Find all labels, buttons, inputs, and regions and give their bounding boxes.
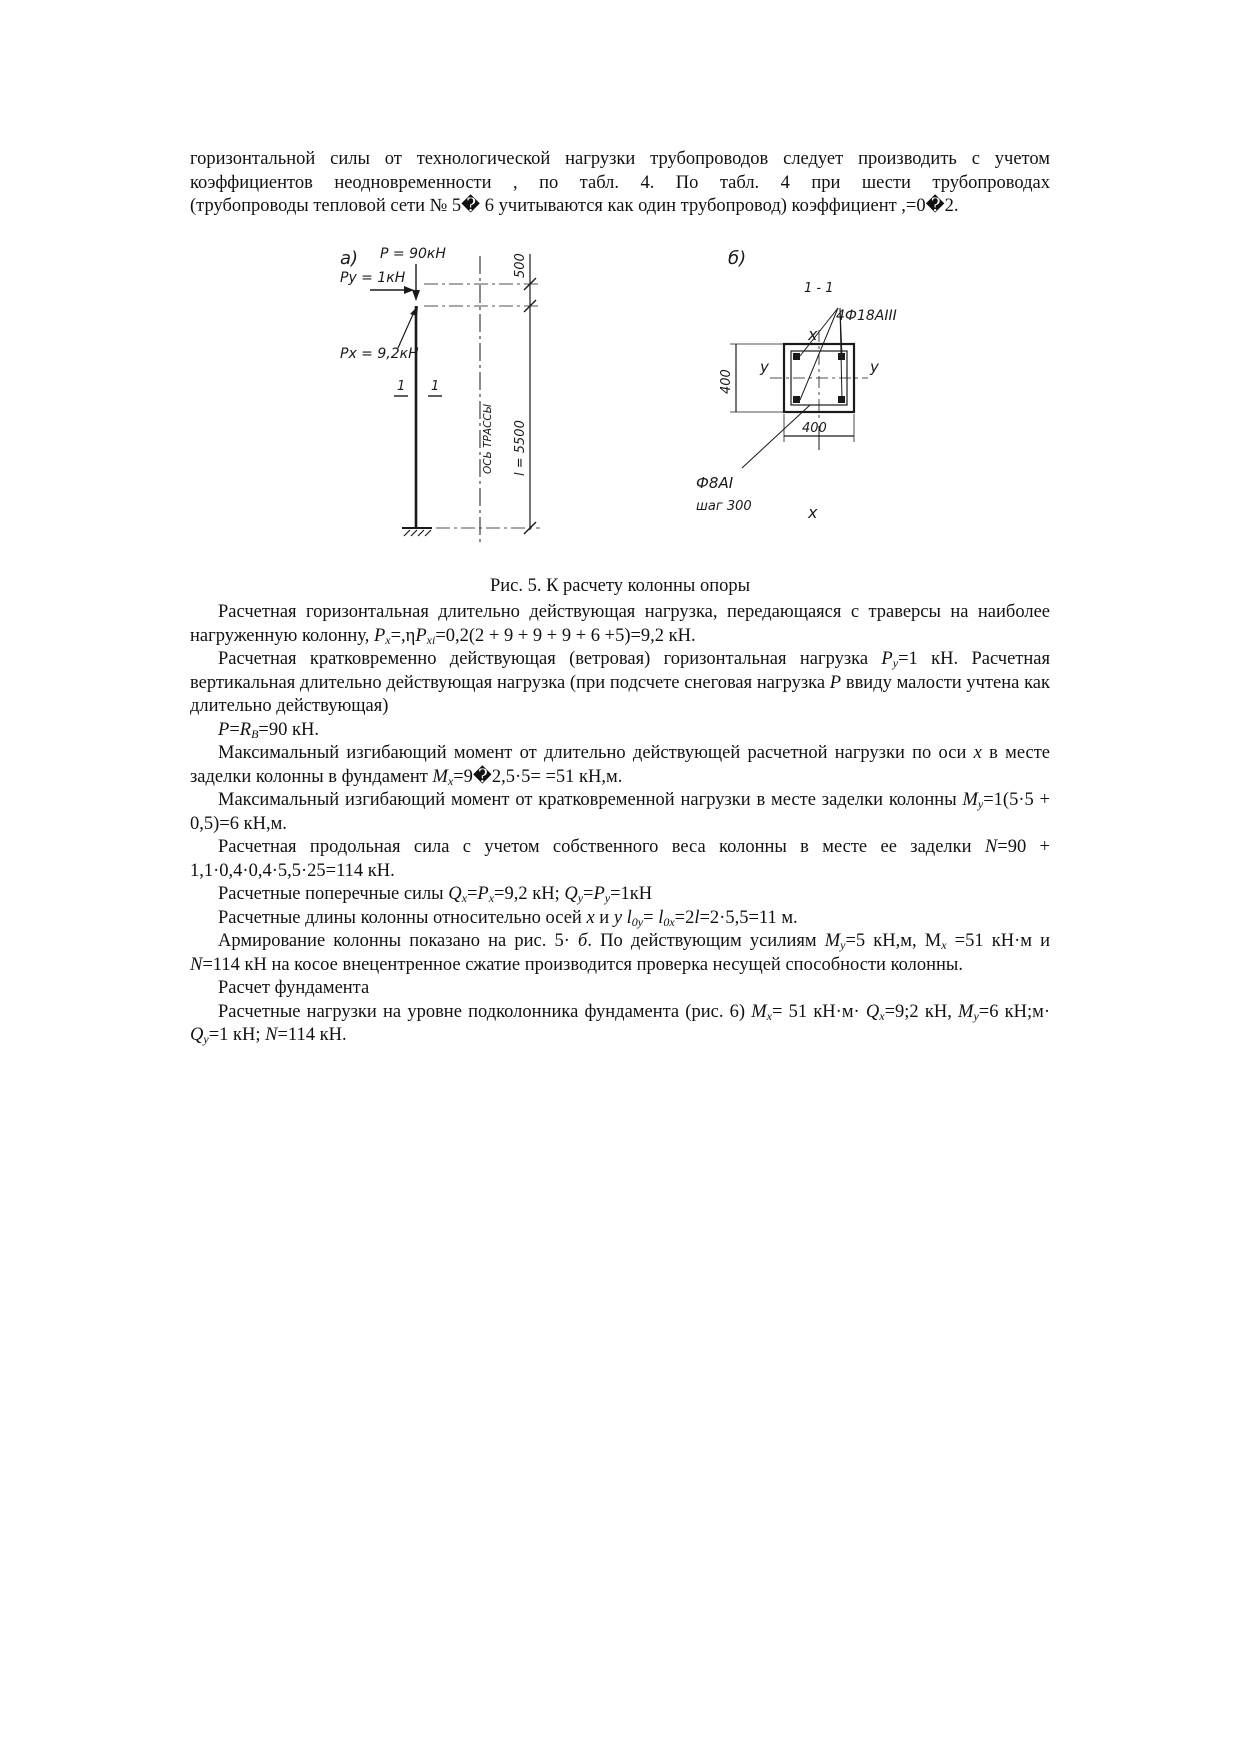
dim-length-label: l = 5500 (513, 420, 528, 476)
section-mark-right: 1 (431, 379, 440, 394)
text-run: =51 кН·м и (946, 931, 1050, 951)
load-px-label: Px = 9,2кН (340, 346, 419, 362)
intro-line-1: горизонтальной силы от технологической нагрузки трубопроводов следует производить с учетом (190, 149, 1050, 169)
load-p-label: P = 90кН (380, 246, 446, 262)
symbol: Q (448, 884, 462, 904)
symbol: N (984, 837, 998, 857)
dim-side-label: 400 (719, 369, 734, 394)
text-run: Максимальный изгибающий момент от кратковременной нагрузки в месте заделки колонны (218, 790, 963, 810)
column-elevation (370, 254, 540, 546)
load-px-leader (398, 312, 414, 348)
text-run: = 51 кН·м· (772, 1001, 866, 1022)
text-run: ввиду малости учтена как длительно действующая) (190, 672, 1051, 716)
symbol: Q (865, 1001, 880, 1022)
cross-section (730, 308, 868, 468)
text-run: =1 кН. Расчетная вертикальная длительно действующая нагрузка (при подсчете снеговая нагрузка (190, 649, 1050, 693)
text-run: =6 кН;м· (978, 1001, 1051, 1022)
subscript: x (879, 1008, 885, 1023)
symbol: Q (190, 1025, 204, 1045)
text-run: =0,2(2 + 9 + 9 + 9 + 6 +5)=9,2 кН. (435, 625, 696, 646)
subscript: y (203, 1032, 209, 1046)
text-run: в месте заделки колонны в фундамент (190, 743, 1051, 787)
paragraph-4 (190, 742, 1050, 789)
text-run: =1кН (610, 884, 653, 904)
subscript: 0y (631, 914, 644, 929)
symbol: l (626, 907, 632, 928)
stirrup-step-label: шаг 300 (696, 499, 752, 514)
subscript: x (766, 1008, 772, 1023)
intro-paragraph (190, 148, 1050, 219)
part-b-label: б) (728, 248, 747, 269)
section-mark-left: 1 (397, 379, 406, 394)
text-run: =5 кН,м, М (845, 931, 942, 951)
dim-width-label: 400 (802, 421, 827, 436)
subscript: y (973, 1008, 979, 1023)
symbol: P (477, 884, 489, 904)
symbol: M (962, 790, 978, 810)
text-run: =114 кН. (277, 1025, 347, 1045)
symbol: M (751, 1001, 767, 1022)
subscript: x (385, 632, 391, 647)
text-run: =1 кН; (208, 1025, 266, 1045)
text-run: . По действующим усилиям (587, 931, 825, 951)
paragraph-11 (190, 1001, 1050, 1048)
rebar-stirrup-label: Ф8АI (696, 474, 734, 492)
text-run: = (583, 884, 594, 904)
paragraph-2 (190, 648, 1050, 719)
paragraph-7 (190, 883, 1050, 907)
subscript: x (447, 773, 454, 788)
text-run: Расчетные длины колонны относительно осей (218, 907, 587, 928)
symbol: R (239, 719, 252, 740)
symbol: P (415, 625, 427, 646)
rebar-dot (838, 353, 845, 360)
subscript: x (941, 938, 947, 952)
text-run: Расчетная продольная сила с учетом собственного веса колонны в месте ее заделки (218, 837, 985, 857)
rebar-dot (838, 396, 845, 403)
subscript: y (604, 891, 611, 905)
dim-top-label: 500 (513, 253, 528, 278)
intro-line-3: (трубопроводы тепловой сети № 5� 6 учитываются как один трубопровод) коэффициент ,=0�2. (190, 196, 959, 216)
symbol: y (613, 907, 623, 928)
symbol: l (694, 907, 700, 928)
symbol: P (593, 884, 605, 904)
text-run: =90 кН. (258, 719, 319, 740)
symbol: M (824, 931, 841, 951)
intro-line-2: коэффициентов неодновременности , по табл. 4. По табл. 4 при шести трубопроводах (190, 172, 1050, 193)
text-run: Расчетные поперечные силы (218, 884, 449, 904)
paragraph-5 (190, 789, 1050, 836)
text-run: Расчетная горизонтальная длительно действующая нагрузка, передающаяся с траверсы на наиболее нагруженную колонну, (190, 602, 1050, 646)
subscript: y (577, 891, 584, 905)
part-a-label: а) (340, 248, 359, 269)
text-run: = (466, 884, 478, 904)
paragraph-3 (190, 719, 1050, 743)
symbol: P (829, 672, 842, 693)
text-run: =9,2 кН; (494, 884, 565, 904)
axis-x-top: x (808, 325, 818, 344)
subscript: B (251, 726, 259, 741)
text-run: =90 + 1,1·0,4·0,4·5,5·25=114 кН. (190, 837, 1050, 881)
load-py-label: Py = 1кН (340, 270, 406, 286)
symbol: x (586, 907, 595, 928)
symbol: N (265, 1025, 278, 1045)
subscript: x (461, 891, 467, 905)
paragraph-6 (190, 836, 1050, 883)
rebar-dot (793, 396, 800, 403)
paragraph-10: Расчет фундамента (218, 978, 370, 998)
text-run: = (643, 907, 654, 928)
rebar-main-label: 4Ф18АIII (836, 308, 897, 324)
paragraph-1 (190, 601, 1050, 648)
text-run: Армирование колонны показано на рис. 5· (218, 931, 579, 951)
axis-y-left: y (760, 358, 769, 376)
route-axis-label: ОСЬ ТРАССЫ (482, 404, 494, 474)
section-title: 1 - 1 (804, 281, 834, 296)
axis-x-bottom: x (808, 503, 818, 522)
symbol: б (578, 931, 588, 951)
symbol: N (190, 954, 203, 975)
symbol: P (373, 625, 386, 646)
paragraph-8 (190, 907, 1050, 931)
body-text (190, 601, 1050, 1048)
text-run: =2·5,5=11 м. (699, 907, 798, 928)
symbol: M (958, 1001, 974, 1022)
subscript: xi (426, 632, 436, 647)
text-run: Расчетная кратковременно действующая (ветровая) горизонтальная нагрузка (218, 649, 882, 669)
text-run: =9;2 кН, (884, 1001, 959, 1022)
axis-y-right: y (870, 358, 879, 376)
paragraph-9 (190, 930, 1050, 977)
text-run: =2 (674, 907, 695, 928)
subscript: y (977, 797, 984, 811)
text-run: =1(5·5 + 0,5)=6 кН,м. (190, 790, 1050, 834)
symbol: M (432, 766, 448, 787)
symbol: x (973, 743, 982, 763)
text-run: и (594, 907, 614, 928)
subscript: 0x (663, 914, 675, 929)
rebar-dot (793, 353, 800, 360)
text-run: = (229, 719, 240, 740)
text-run: =114 кН на косое внецентренное сжатие производится проверка несущей способности колонны. (202, 954, 963, 975)
subscript: y (892, 656, 899, 670)
symbol: P (881, 649, 893, 669)
text-run: =9�2,5·5= =51 кН,м. (453, 766, 623, 787)
figure-caption: Рис. 5. К расчету колонны опоры (489, 576, 751, 596)
text-run: =,η (390, 625, 416, 646)
text-run: Расчетные нагрузки на уровне подколонника фундамента (рис. 6) (218, 1001, 752, 1022)
symbol: Q (564, 884, 578, 904)
text-run: Максимальный изгибающий момент от длительно действующей расчетной нагрузки по оси (218, 743, 974, 763)
symbol: P (218, 719, 230, 740)
subscript: x (488, 891, 495, 905)
column-figure (340, 246, 940, 556)
subscript: y (840, 938, 846, 952)
symbol: l (658, 907, 664, 928)
